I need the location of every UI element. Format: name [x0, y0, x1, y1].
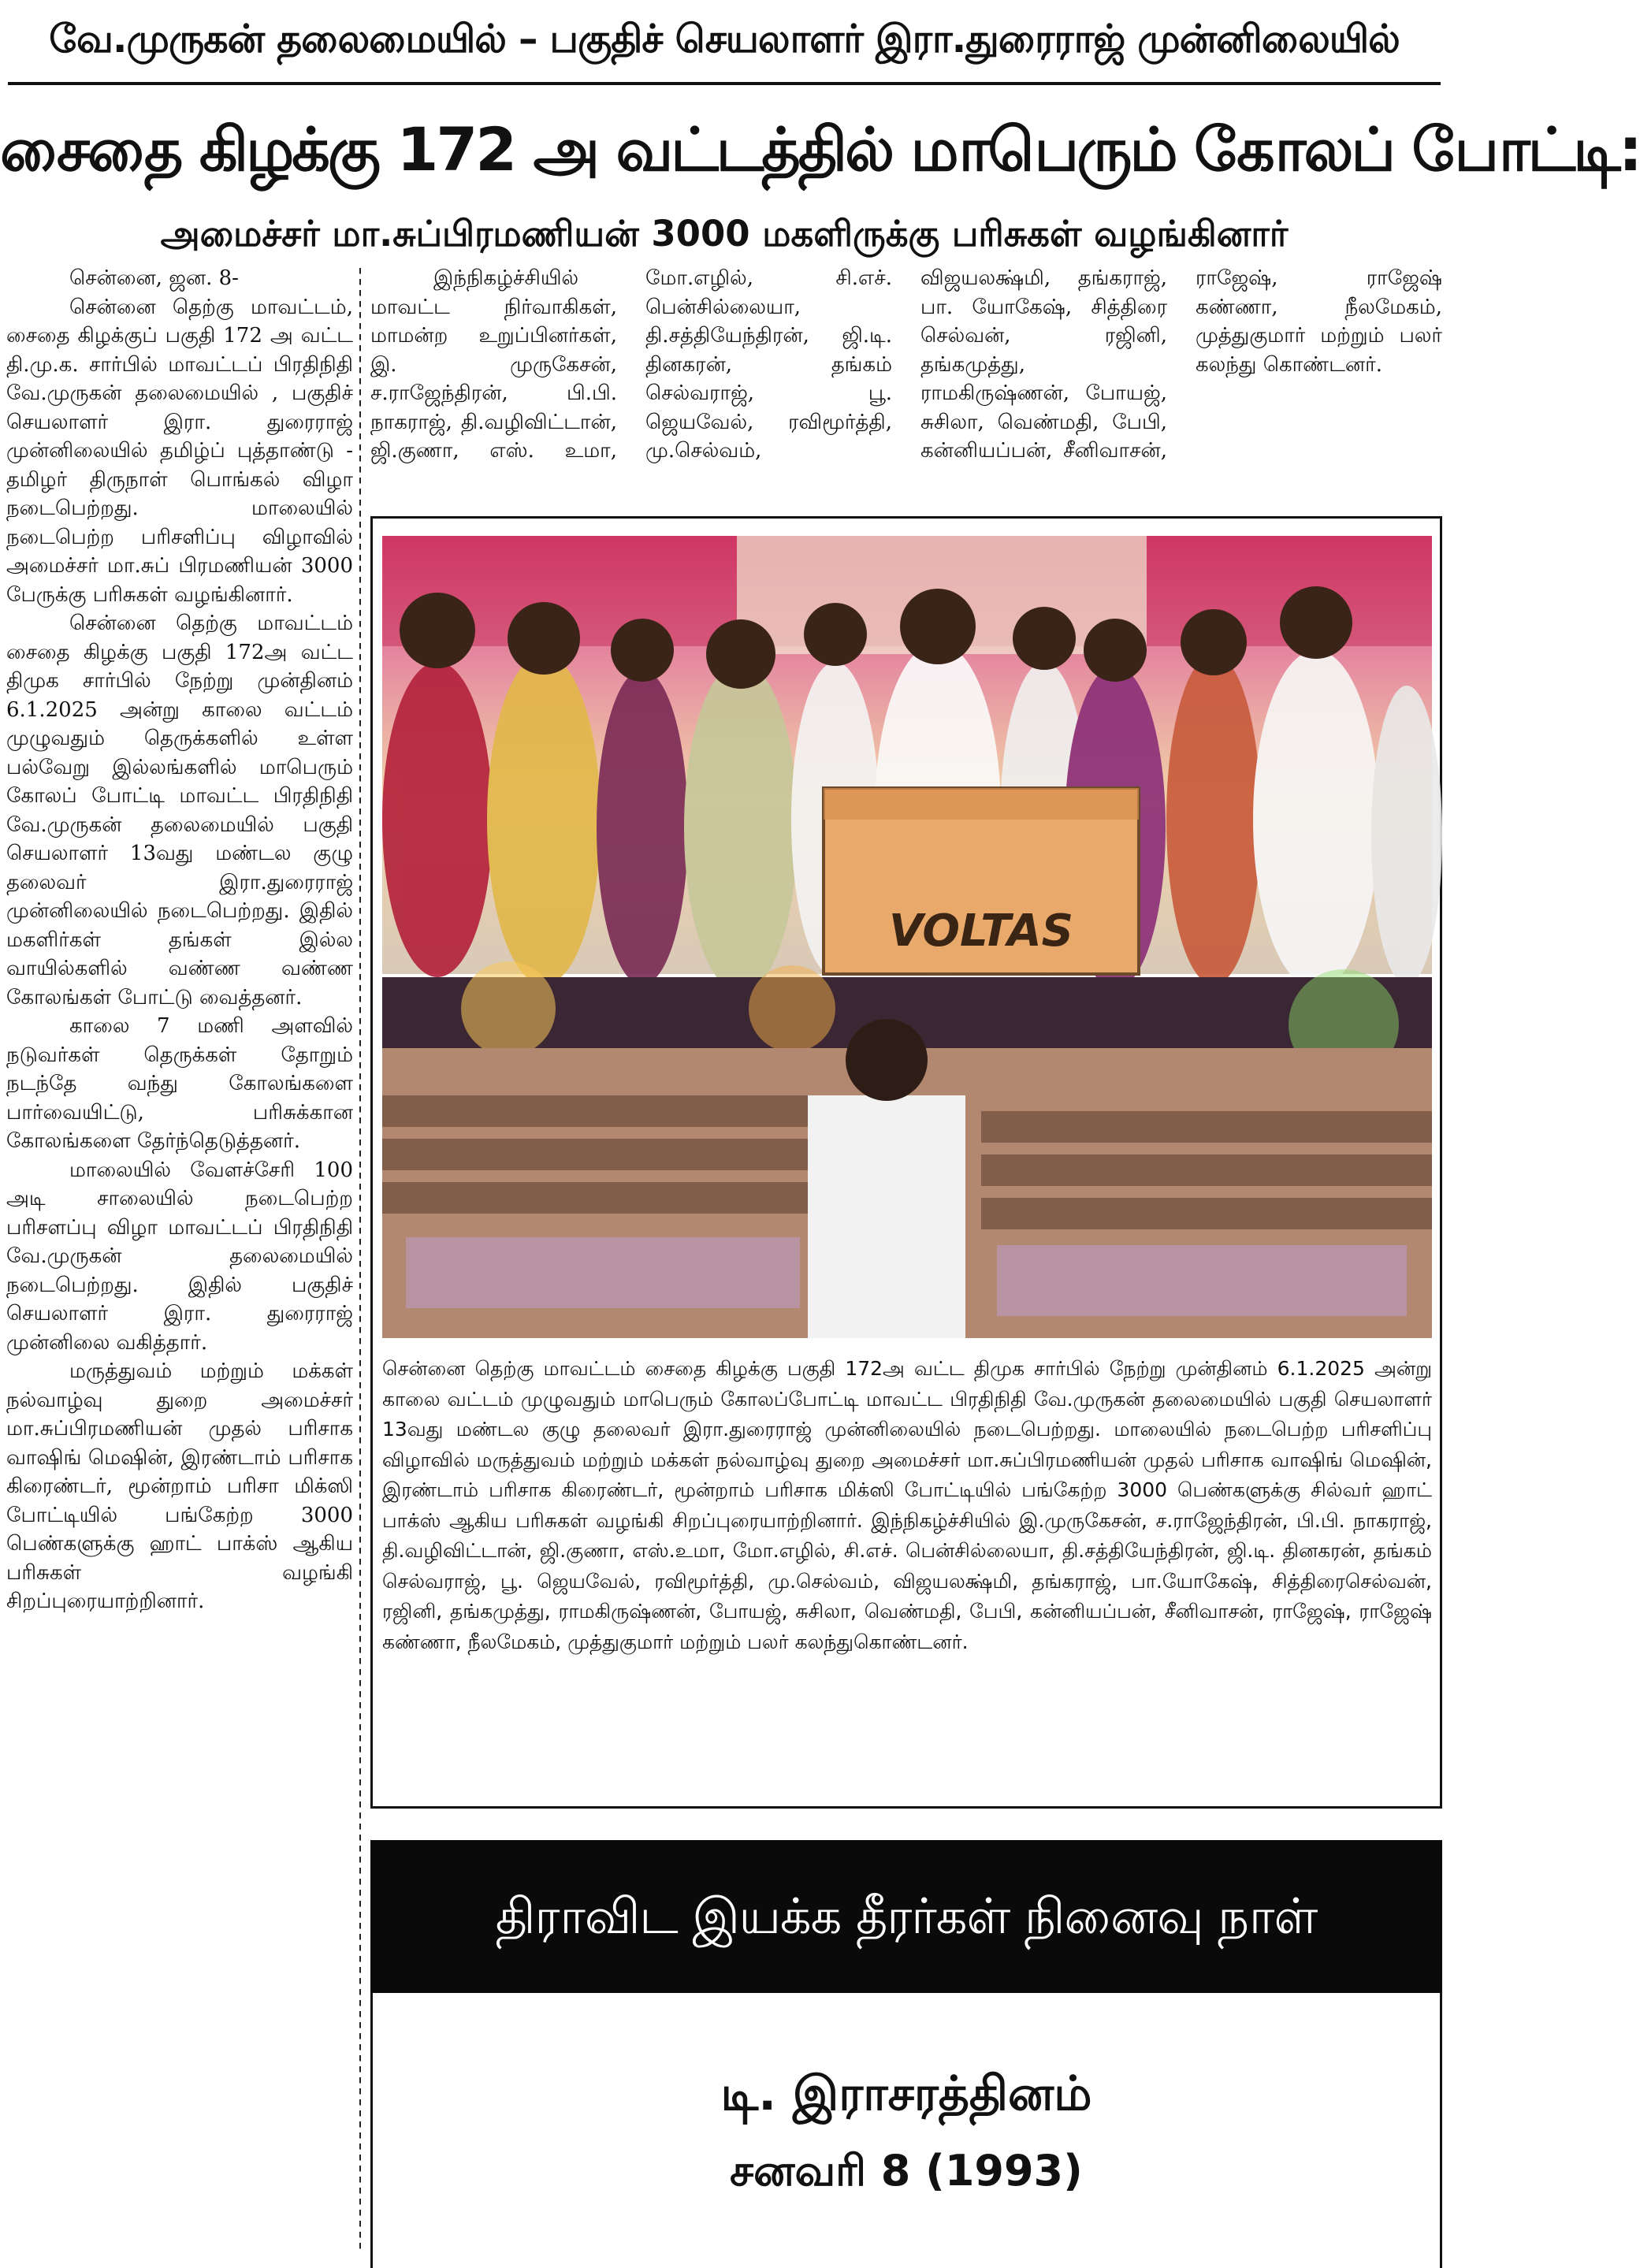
article-paragraph: சென்னை தெற்கு மாவட்டம் சைதை கிழக்கு பகுதி 172அ வட்ட திமுக சார்பில் நேற்று முன்தினம் 6.1.2025 அன்று காலை வட்டம் முழுவதும் தெருக்களில் உள்ள பல்வேறு இல்லங்களில் மாபெரும் கோலப் போட்டி மாவட்ட பிரதிநிதி வே.முருகன் தலைமையில் பகுதி செயலாளர் 13வது மண்டல குழு தலைவர் இரா.துரைராஜ் முன்னிலையில் நடைபெற்றது. இதில் மகளிர்கள் தங்கள் இல்ல வாயில்களில் வண்ண வண்ண கோலங்கள் போட்டு வைத்தனர்.	[6, 612, 353, 1009]
article-paragraph: மாலையில் வேளச்சேரி 100 அடி சாலையில் நடைபெற்ற பரிசளப்பு விழா மாவட்டப் பிரதிநிதி வே.முருகன் தலைமையில் நடைபெற்றது. இதில் பகுதிச் செயலாளர் இரா. துரைராஜ் முன்னிலை வகித்தார்.	[6, 1158, 353, 1355]
article-paragraph: மருத்துவம் மற்றும் மக்கள் நல்வாழ்வு துறை அமைச்சர் மா.சுப்பிரமணியன் முதல் பரிசாக வாஷிங் மெஷின், இரண்டாம் பரிசாக கிரைண்டர், மூன்றாம் பரிசா மிக்ஸி போட்டியில் பங்கேற்ற 3000 பெண்களுக்கு ஹாட் பாக்ஸ் ஆகிய பரிசுகள் வழங்கி சிறப்புரையாற்றினார்.	[6, 1359, 353, 1613]
sub-headline: அமைச்சர் மா.சுப்பிரமணியன் 3000 மகளிருக்கு பரிசுகள் வழங்கினார்	[160, 213, 1289, 255]
article-continuation	[370, 264, 1442, 466]
kicker-divider	[8, 82, 1441, 85]
article-left-column	[6, 264, 353, 1616]
article-paragraph: இந்நிகழ்ச்சியில் மாவட்ட நிர்வாகிகள், மாமன்ற உறுப்பினர்கள், இ. முருகேசன், ச.ராஜேந்திரன், பி.பி. நாகராஜ், தி.வழிவிட்டான், ஜி.குணா, எஸ். உமா, மோ.எழில், சி.எச். பென்சில்லையா, தி.சத்தியேந்திரன், ஜி.டி. தினகரன், தங்கம் செல்வராஜ், பூ. ஜெயவேல், ரவிமூர்த்தி, மு.செல்வம், விஜயலக்ஷ்மி, தங்கராஜ், பா. யோகேஷ், சித்திரை செல்வன், ரஜினி, தங்கமுத்து, ராமகிருஷ்ணன், போயஜ், சுசிலா, வெண்மதி, பேபி, கன்னியப்பன், சீனிவாசன், ராஜேஷ், ராஜேஷ் கண்ணா, நீலமேகம், முத்துகுமார் மற்றும் பலர் கலந்து கொண்டனர்.	[370, 266, 1442, 463]
audience-illustration	[382, 977, 1432, 1338]
memorial-heading: திராவிட இயக்க தீரர்கள் நினைவு நாள்	[370, 1840, 1442, 1993]
prize-ceremony-photo	[382, 536, 1432, 974]
article-paragraph: சென்னை தெற்கு மாவட்டம், சைதை கிழக்குப் பகுதி 172 அ வட்ட தி.மு.க. சார்பில் மாவட்டப் பிரதிநிதி வே.முருகன் தலைமையில் , பகுதிச் செயலாளர் இரா. துரைராஜ் முன்னிலையில் தமிழ்ப் புத்தாண்டு - தமிழர் திருநாள் பொங்கல் விழா நடைபெற்றது. மாலையில் நடைபெற்ற பரிசளிப்பு விழாவில் அமைச்சர் மா.சுப் பிரமணியன் 3000 பேருக்கு பரிசுகள் வழங்கினார்.	[6, 295, 353, 607]
memorial-name: டி. இராசரத்தினம்	[720, 2066, 1092, 2121]
photo-feature-box	[370, 516, 1442, 1809]
dateline: சென்னை, ஜன. 8-	[69, 266, 239, 290]
memorial-date: சனவரி 8 (1993)	[730, 2146, 1083, 2195]
article-paragraph: காலை 7 மணி அளவில் நடுவர்கள் தெருக்கள் தோறும் நடந்தே வந்து கோலங்களை பார்வையிட்டு, பரிசுக்கான கோலங்களை தேர்ந்தெடுத்தனர்.	[6, 1014, 353, 1153]
photo-caption: சென்னை தெற்கு மாவட்டம் சைதை கிழக்கு பகுதி 172அ வட்ட திமுக சார்பில் நேற்று முன்தினம் 6.1.2025 அன்று காலை வட்டம் முழுவதும் மாபெரும் கோலப்போட்டி மாவட்ட பிரதிநிதி வே.முருகன் தலைமையில் பகுதி செயலாளர் 13வது மண்டல குழு தலைவர் இரா.துரைராஜ் முன்னிலையில் நடைபெற்றது. மாலையில் நடைபெற்ற பரிசளிப்பு விழாவில் மருத்துவம் மற்றும் மக்கள் நல்வாழ்வு துறை அமைச்சர் மா.சுப்பிரமணியன் முதல் பரிசாக வாஷிங் மெஷின், இரண்டாம் பரிசாக கிரைண்டர், மூன்றாம் பரிசாக மிக்ஸி போட்டியில் பங்கேற்ற 3000 பெண்களுக்கு சில்வர் ஹாட் பாக்ஸ் ஆகிய பரிசுகள் வழங்கி சிறப்புரையாற்றினார். இந்நிகழ்ச்சியில் இ.முருகேசன், ச.ராஜேந்திரன், பி.பி. நாகராஜ், தி.வழிவிட்டான், ஜி.குணா, எஸ்.உமா, மோ.எழில், சி.எச். பென்சில்லையா, தி.சத்தியேந்திரன், ஜி.டி. தினகரன், தங்கம் செல்வராஜ், பூ. ஜெயவேல், ரவிமூர்த்தி, மு.செல்வம், விஜயலக்ஷ்மி, தங்கராஜ், பா.யோகேஷ், சித்திரைசெல்வன், ரஜினி, தங்கமுத்து, ராமகிருஷ்ணன், போயஜ், சுசிலா, வெண்மதி, பேபி, கன்னியப்பன், சீனிவாசன், ராஜேஷ், ராஜேஷ் கண்ணா, நீலமேகம், முத்துகுமார் மற்றும் பலர் கலந்துகொண்டனர்.	[382, 1357, 1432, 1653]
main-headline: சைதை கிழக்கு 172 அ வட்டத்தில் மாபெரும் கோலப் போட்டி:	[0, 114, 1640, 184]
prize-ceremony-illustration	[382, 536, 1432, 974]
column-divider	[359, 268, 361, 2254]
memorial-box	[370, 1993, 1442, 2268]
prize-box-brand: VOLTAS	[889, 905, 1073, 957]
article-top-columns	[370, 264, 1442, 516]
audience-photo	[382, 977, 1432, 1338]
kicker-line: வே.முருகன் தலைமையில் – பகுதிச் செயலாளர் இரா.துரைராஜ் முன்னிலையில்	[49, 17, 1400, 61]
